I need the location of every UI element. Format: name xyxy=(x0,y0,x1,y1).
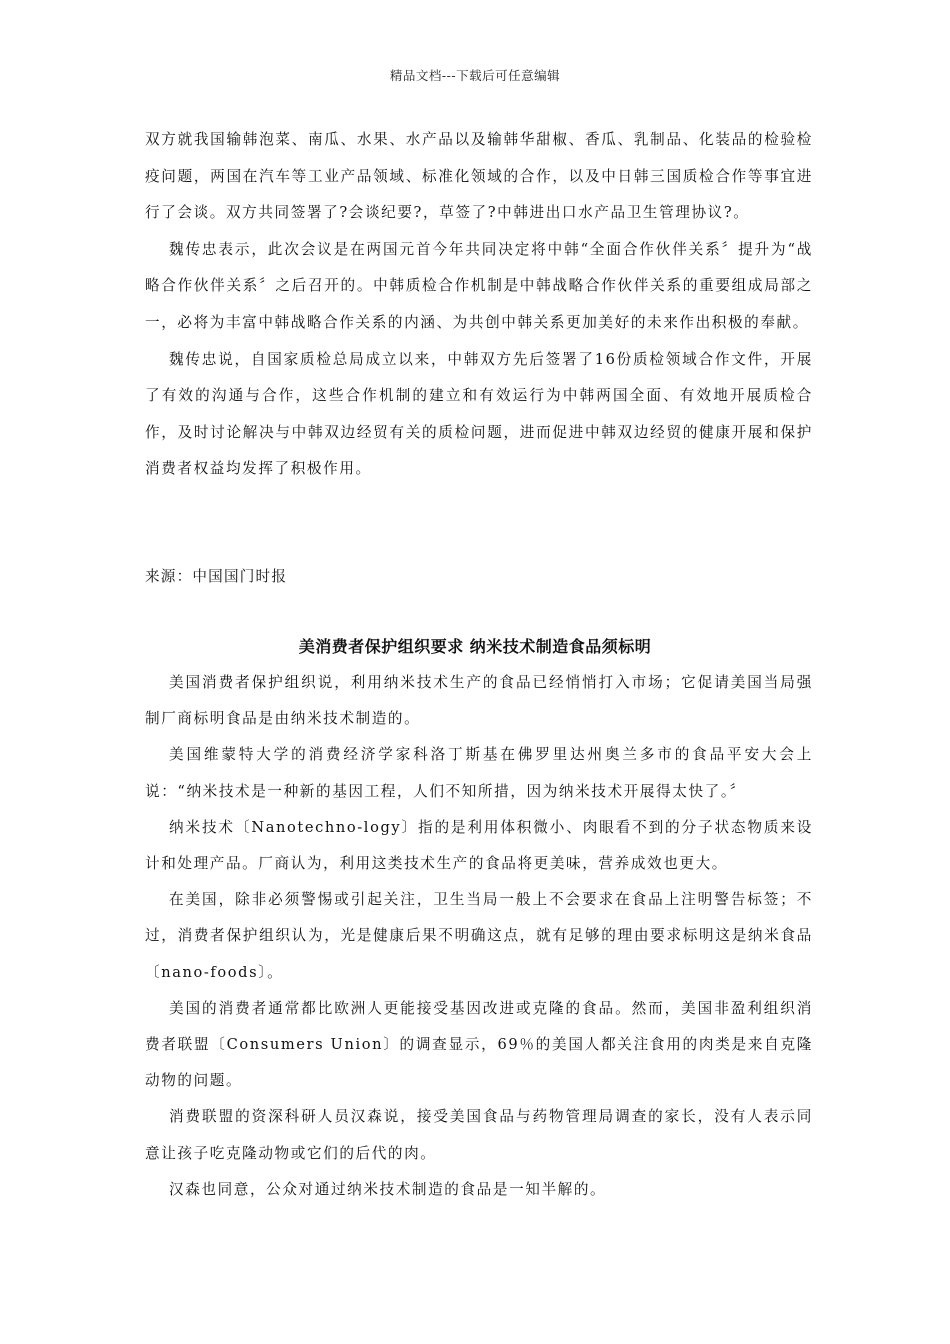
article-2-paragraph: 纳米技术〔Nanotechno-logy〕指的是利用体积微小、肉眼看不到的分子状态物质来设计和处理产品。厂商认为，利用这类技术生产的食品将更美味，营养成效也更大。 xyxy=(145,818,813,873)
article-1-body xyxy=(145,122,813,488)
article-1-paragraph: 魏传忠说，自国家质检总局成立以来，中韩双方先后签署了16份质检领域合作文件，开展了有效的沟通与合作，这些合作机制的建立和有效运行为中韩两国全面、有效地开展质检合作，及时讨论解决与中韩双边经贸有关的质检问题，进而促进中韩双边经贸的健康开展和保护消费者权益均发挥了积极作用。 xyxy=(145,350,813,478)
article-2-paragraph: 消费联盟的资深科研人员汉森说，接受美国食品与药物管理局调查的家长，没有人表示同意让孩子吃克隆动物或它们的后代的肉。 xyxy=(145,1108,813,1162)
article-2-body xyxy=(145,665,813,1208)
article-2-paragraph: 美国的消费者通常都比欧洲人更能接受基因改进或克隆的食品。然而，美国非盈利组织消费者联盟〔Consumers Union〕的调查显示，69％的美国人都关注食用的肉类是来自克隆动物的问题。 xyxy=(145,999,813,1090)
article-2-paragraph: 美国消费者保护组织说，利用纳米技术生产的食品已经悄悄打入市场；它促请美国当局强制厂商标明食品是由纳米技术制造的。 xyxy=(145,674,813,728)
article-2-paragraph: 汉森也同意，公众对通过纳米技术制造的食品是一知半解的。 xyxy=(169,1180,607,1198)
page-header: 精品文档---下载后可任意编辑 xyxy=(389,68,561,83)
article-1-paragraph: 双方就我国输韩泡菜、南瓜、水果、水产品以及输韩华甜椒、香瓜、乳制品、化装品的检验检疫问题，两国在汽车等工业产品领域、标准化领域的合作，以及中日韩三国质检合作等事宜进行了会谈。双方共同签署了?会谈纪要?，草签了?中韩进出口水产品卫生管理协议?。 xyxy=(145,131,813,222)
article-2-paragraph: 美国维蒙特大学的消费经济学家科洛丁斯基在佛罗里达州奥兰多市的食品平安大会上说：“纳米技术是一种新的基因工程，人们不知所措，因为纳米技术开展得太快了。〞 xyxy=(145,746,813,800)
article-1-paragraph: 魏传忠表示，此次会议是在两国元首今年共同决定将中韩“全面合作伙伴关系〞提升为“战略合作伙伴关系〞之后召开的。中韩质检合作机制是中韩战略合作伙伴关系的重要组成局部之一，必将为丰富中韩战略合作关系的内涵、为共创中韩关系更加美好的未来作出积极的奉献。 xyxy=(145,240,813,331)
article-2-title: 美消费者保护组织要求 纳米技术制造食品须标明 xyxy=(298,637,652,656)
article-1-source: 来源：中国国门时报 xyxy=(145,568,288,585)
article-2-paragraph: 在美国，除非必须警惕或引起关注，卫生当局一般上不会要求在食品上注明警告标签；不过，消费者保护组织认为，光是健康后果不明确这点，就有足够的理由要求标明这是纳米食品〔nano-foods〕。 xyxy=(145,891,813,981)
